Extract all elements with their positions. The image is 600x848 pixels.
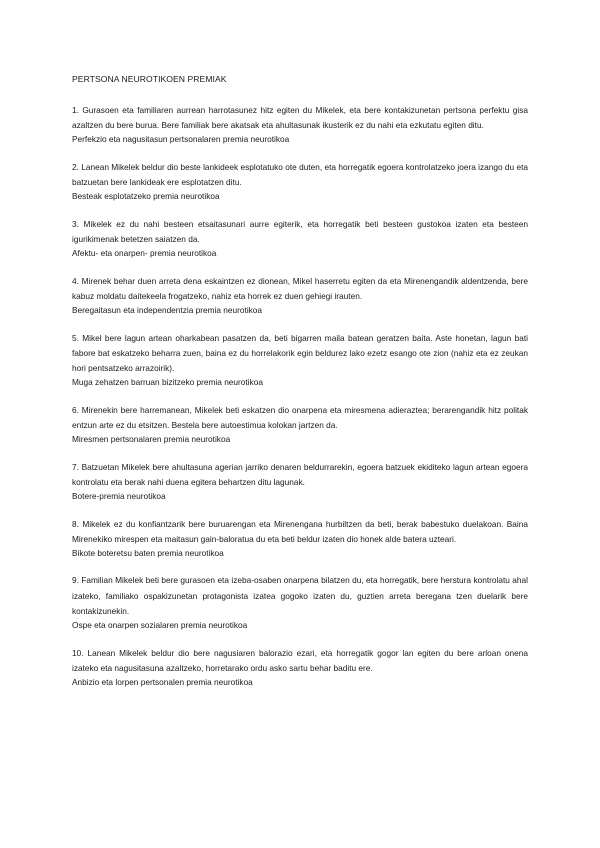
list-item (72, 517, 528, 560)
list-item (72, 160, 528, 203)
item-text: 10. Lanean Mikelek beldur dio bere nagusiaren balorazio ezari, eta horregatik gogor lan egiten du bere arloan onena izateko eta nagusitasuna azaltzeko, horretarako ordu asko sartu behar baditu ere. (72, 647, 528, 673)
list-item (72, 331, 528, 389)
item-need: Afektu- eta onarpen- premia neurotikoa (72, 248, 217, 259)
item-text: 4. Mirenek behar duen arreta dena eskaintzen ez dionean, Mikel haserretu egiten da eta Mirenengandik aldentzenda, bere kabuz moldatu daitekeela frogatzeko, nahiz eta horrek ez duen gehiegi irauten. (72, 275, 528, 301)
item-text: 6. Mirenekin bere harremanean, Mikelek beti eskatzen dio onarpena eta miresmena adieraztea; berarengandik hitz politak entzun arte ez du etsitzen. Bestela bere autoestimua kolokan jartzen da. (72, 404, 528, 430)
item-text: 5. Mikel bere lagun artean oharkabean pasatzen da, beti bigarren maila batean geratzen baita. Aste honetan, lagun bati fabore bat eskatzeko beharra zuen, baina ez du horrelakorik egin beldurez lako ezetz esango ote zion (nahiz eta ez zeukan hori pentsatzeko arrazoirik). (72, 332, 528, 374)
list-item (72, 274, 528, 317)
item-need: Besteak esplotatzeko premia neurotikoa (72, 191, 220, 202)
list-item (72, 646, 528, 689)
list-item (72, 403, 528, 446)
item-need: Anbizio eta lorpen pertsonalen premia neurotikoa (72, 676, 253, 687)
item-need: Beregaitasun eta independentzia premia neurotikoa (72, 305, 263, 316)
item-text: 2. Lanean Mikelek beldur dio beste lankideek esplotatuko ote duten, eta horregatik egoera kontrolatzeko joera izango du eta batzuetan bere lankideak ere esplotatzen ditu. (72, 161, 528, 188)
item-text: 8. Mikelek ez du konfiantzarik bere buruarengan eta Mirenengana hurbiltzen da beti, berak babestuko duelakoan. Baina Mirenekiko mirespen eta maitasun gain-baloratua du eta beti beldur izaten dio honek alde batera uzteari. (72, 518, 528, 544)
list-item (72, 217, 528, 260)
item-text: 1. Gurasoen eta familiaren aurrean harrotasunez hitz egiten du Mikelek, eta bere kontakizunetan pertsona perfektu gisa azaltzen du bere burua. Bere familiak bere akatsak eta ahultasunak ikusterik ez du nahi eta ezkutatu egiten ditu. (72, 105, 528, 131)
item-need: Bikote boteretsu baten premia neurotikoa (72, 547, 224, 558)
document-page (72, 73, 528, 702)
item-need: Perfekzio eta nagusitasun pertsonalaren premia neurotikoa (72, 134, 290, 145)
item-need: Botere-premia neurotikoa (72, 491, 166, 502)
item-need: Muga zehatzen barruan bizitzeko premia neurotikoa (72, 377, 263, 388)
list-item (72, 460, 528, 503)
item-need: Ospe eta onarpen sozialaren premia neurotikoa (72, 620, 248, 631)
item-text: 9. Familian Mikelek beti bere gurasoen eta izeba-osaben onarpena bilatzen du, eta horregatik, bere herstura kontrolatu ahal izateko, familiako ospakizunetan protagonista izatea gogoko izaten du, guztien arreta beregana tzen duelarik bere kontakizunekin. (72, 575, 528, 616)
item-text: 3. Mikelek ez du nahi besteen etsaitasunari aurre egiterik, eta horregatik beti besteen gustokoa izaten eta besteen igurikimenak betetzen saiatzen da. (72, 218, 528, 245)
document-title: PERTSONA NEUROTIKOEN PREMIAK (72, 74, 227, 84)
item-need: Miresmen pertsonalaren premia neurotikoa (72, 434, 231, 445)
item-text: 7. Batzuetan Mikelek bere ahultasuna agerian jarriko denaren beldurrarekin, egoera batzuek ekiditeko lagun artean egoera kontrolatu eta berak nahi duena egitera behartzen ditu lagunak. (72, 461, 528, 487)
list-item (72, 573, 528, 631)
list-item (72, 103, 528, 146)
